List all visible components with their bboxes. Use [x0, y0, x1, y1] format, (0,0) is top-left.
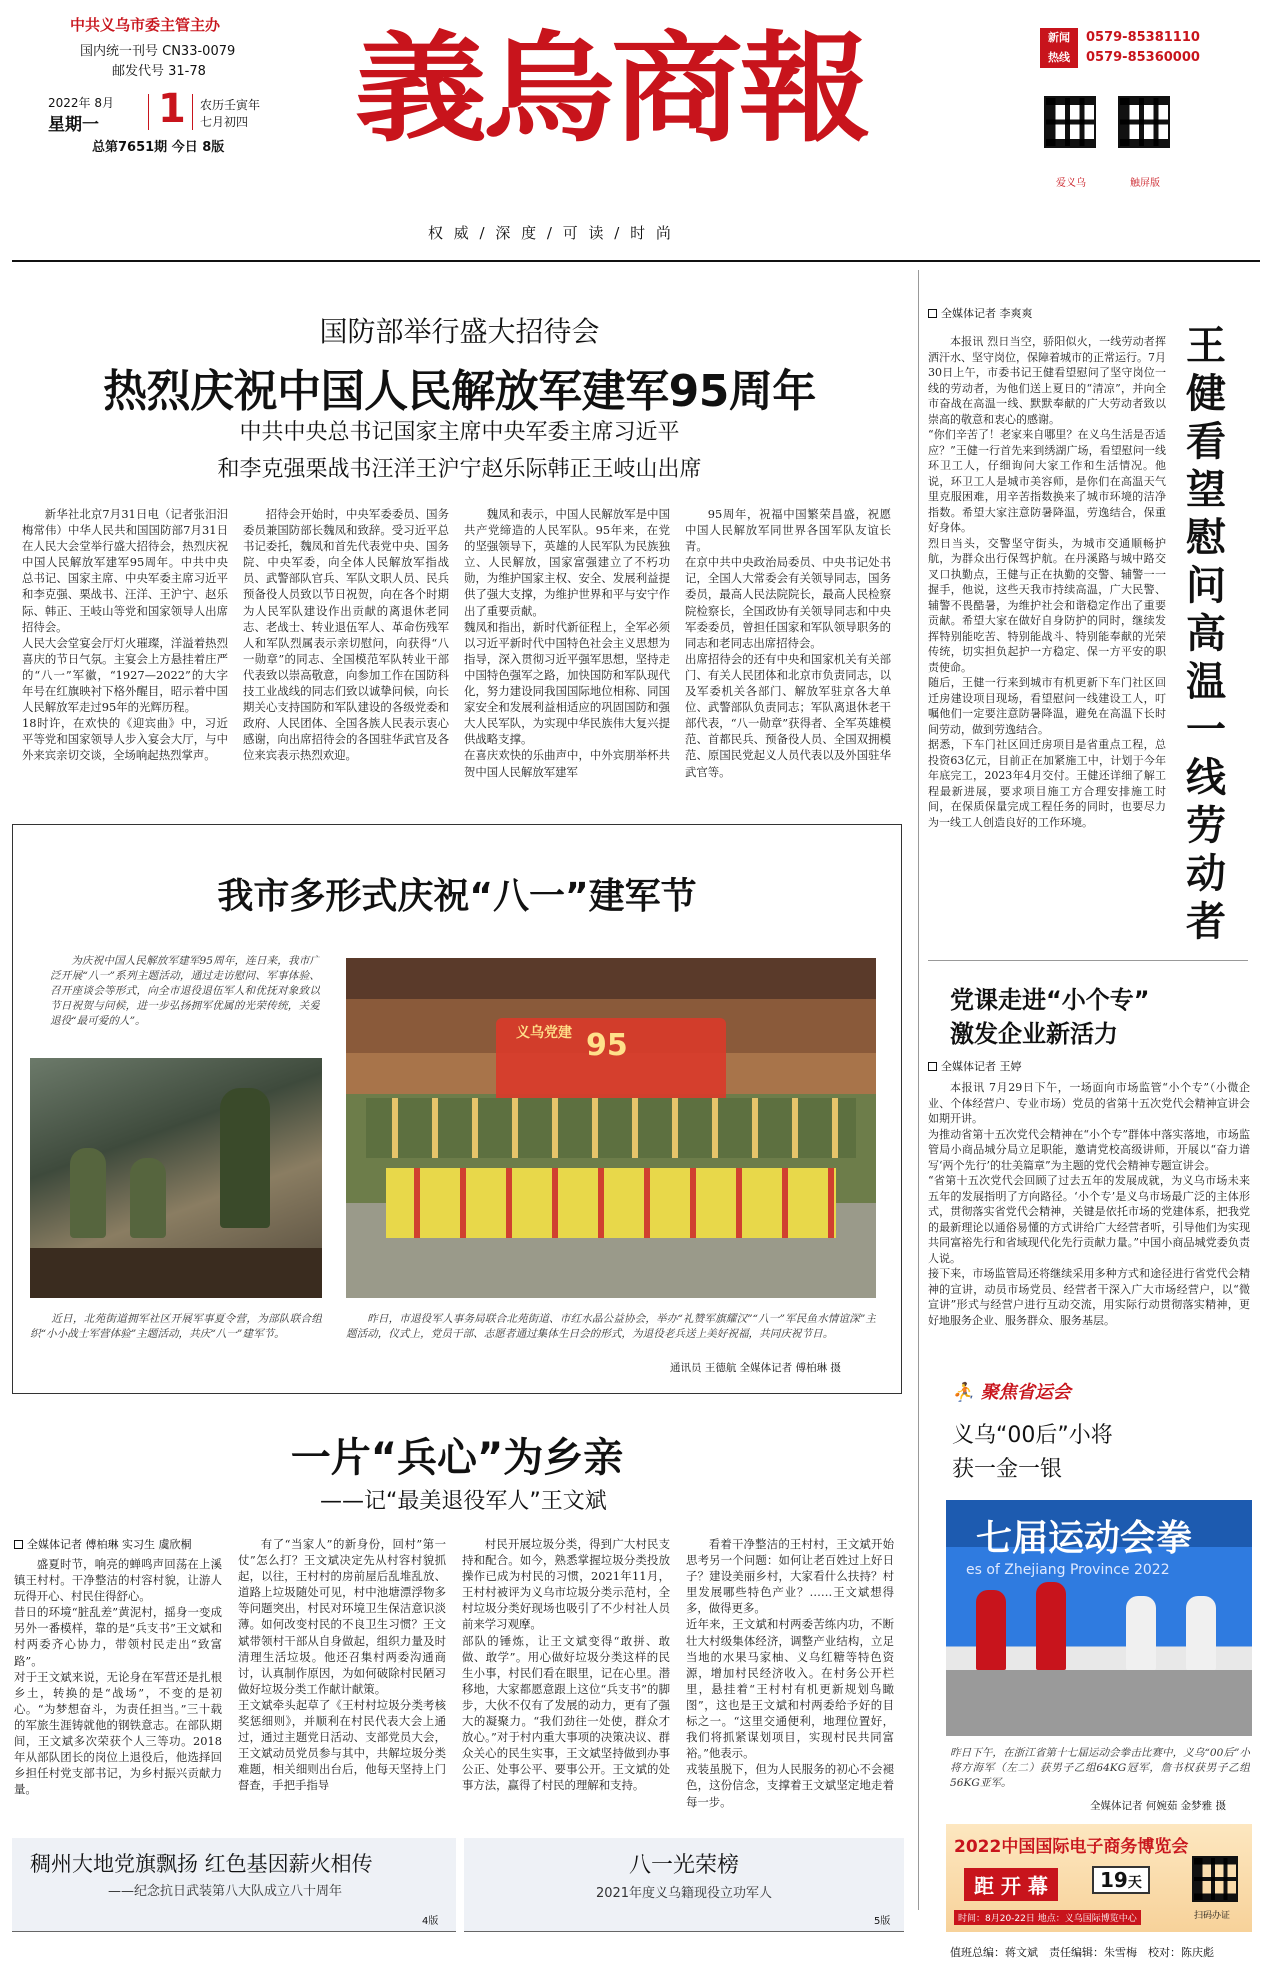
feature-headline: 我市多形式庆祝“八一”建军节 — [217, 876, 697, 917]
right1-body: 本报讯 烈日当空，骄阳似火，一线劳动者挥洒汗水、坚守岗位，保障着城市的正常运行。7月30日上午，市委书记王健看望慰问了坚守岗位一线的劳动者，为他们送上夏日的“清凉”，并向全市奋战在高温一线、默默奉献的广大劳动者致以崇高的敬意和衷心的感谢。 “你们辛苦了！老家来自哪里？在义乌生活是否适应？”王健一行首先来到绣湖广场，看望慰问一线环卫工人，仔细询问大家工作和生活情况。他说，环卫工人是城市美容师，是你们在高温天气里克服困难，用辛苦指数换来了城市环境的洁净指数。希望大家注意防暑降温，劳逸结合，保重好身体。 烈日当头，交警坚守街头，为城市交通顺畅护航，为群众出行保驾护航。在丹溪路与城中路交叉口执勤点，王健与正在执勤的交警、辅警一一握手，他说，这些天我市持续高温，广大民警、辅警不畏酷暑，为维护社会和谐稳定作出了重要贡献。希望大家在做好自身防护的同时，继续发挥特别能吃苦、特别能战斗、特别能奉献的光荣传统，切实担负起护一方稳定、保一方平安的职责使命。 随后，王健一行来到城市有机更新下车门社区回迁房建设项目现场，看望慰问一线建设工人，叮嘱他们一定要注意防暑降温，避免在高温下长时间劳动，做到劳逸结合。 据悉，下车门社区回迁房项目是省重点工程，总投资63亿元，目前正在加紧施工中，计划于今年年底完工，2023年4月交付。王健还详细了解工程最新进展，要求项目施工方合理安排施工时间，在保质保量完成工程任务的同时，也要尽力为一线工人创造良好的工作环境。 — [928, 335, 1166, 829]
photo-banner-text: 七届运动会拳 — [976, 1518, 1193, 1559]
feature-caption-right: 昨日，市退役军人事务局联合北苑街道、市红水晶公益协会，举办“礼赞军旗耀汉”“八一”军民鱼水情谊深”主题活动，仪式上，党员干部、志愿者通过集体生日会的形式，为退役老兵送上美好祝福，共同庆祝节日。 — [346, 1313, 876, 1340]
veterans-group-photo — [346, 958, 876, 1298]
feature-caption-left: 近日，北苑街道拥军社区开展军事夏令营，为部队联合组织“小小战士军营体验”主题活动，共庆“八一”建军节。 — [30, 1313, 322, 1340]
profile-column-4: 看着干净整洁的王村村，王文斌开始思考另一个问题：如何让老百姓过上好日子？建设美丽乡村，大家看什么扶持？村里发展哪些特色产业？……王文斌想得多，做得更多。 近年来，王文斌和村两委苦练内功，不断壮大村级集体经济，调整产业结构，立足当地的水果马家柚、义乌红糖等特色资源，增加村民经济收入。在村务公开栏里，悬挂着“王村村有机更新规划鸟瞰图”，这也是王文斌和村两委给予好的目标之一。“这里交通便利，地理位置好，我们将抓紧谋划项目，实现村民共同富裕。”他表示。 戎装虽脱下，但为人民服务的初心不会褪色，这份信念，支撑着王文斌坚定地走着每一步。 — [686, 1537, 894, 1809]
promo-mid-page: 5版 — [874, 1916, 891, 1927]
issue-info: 总第7651期 今日 8版 — [92, 140, 225, 155]
weekday: 星期一 — [48, 115, 99, 135]
boxing-podium-photo — [946, 1500, 1252, 1736]
military-camp-photo — [30, 1058, 322, 1298]
profile-column-1: 盛夏时节，响亮的蝉鸣声回荡在上溪镇王村村。干净整洁的村容村貌，让游人玩得开心、村民住得舒心。 昔日的环境“脏乱差”黄泥村，摇身一变成另外一番模样，靠的是“兵支书”王文斌和村两委齐心协力，带领村民走出“致富路”。 对于王文斌来说，无论身在军营还是扎根乡土，转换的是“战场”，不变的是初心。“为梦想奋斗，为责任担当。”三十载的军旅生涯铸就他的钢铁意志。在部队期间，王文斌多次荣获个人三等功。2018年从部队团长的岗位上退役后，他选择回乡担任村党支部书记，为乡村振兴贡献力量。 — [14, 1557, 222, 1797]
right-column-rule — [918, 270, 919, 1910]
games-headline-1: 义乌“00后”小将 — [952, 1423, 1113, 1448]
backdrop-95: 95 — [586, 1028, 628, 1063]
lead-subheadline-2: 和李克强栗战书汪洋王沪宁赵乐际韩正王岐山出席 — [217, 457, 702, 482]
hotline-label-1: 新闻 — [1048, 31, 1070, 44]
qr-code-app[interactable] — [1044, 96, 1096, 148]
lead-headline: 热烈庆祝中国人民解放军建军95周年 — [103, 366, 816, 417]
right2-byline: 全媒体记者 王婷 — [928, 1058, 1022, 1074]
footer-credits: 值班总编：蒋文斌 责任编辑：朱雪梅 校对：陈庆彪 — [950, 1946, 1214, 1959]
feature-intro: 为庆祝中国人民解放军建军95周年，连日来，我市广泛开展“八一”系列主题活动，通过走访慰问、军事体验、召开座谈会等形式，向全市退役退伍军人和优抚对象致以节日祝贺与问候，进一步弘扬拥军优属的光荣传统，关爱退役“最可爱的人”。 — [50, 955, 320, 1027]
promo-mid-sub: 2021年度义乌籍现役立功军人 — [595, 1886, 773, 1901]
profile-subheadline: ——记“最美退役军人”王文斌 — [320, 1489, 607, 1514]
year-month: 2022年 8月 — [48, 96, 114, 110]
backdrop-brand: 义乌党建 — [516, 1025, 572, 1041]
profile-headline: 一片“兵心”为乡亲 — [290, 1435, 624, 1481]
day-number: 1 — [158, 86, 186, 132]
promo-mid[interactable] — [464, 1838, 904, 1932]
table-surface — [30, 1248, 322, 1298]
cn-number: 国内统一刊号 CN33-0079 — [80, 44, 236, 59]
date-divider-left — [148, 94, 149, 130]
phone-2: 0579-85360000 — [1086, 50, 1200, 65]
promo-mid-title: 八一光荣榜 — [628, 1853, 739, 1878]
hotline-label — [1040, 28, 1078, 68]
expo-qr-label: 扫码办证 — [1194, 1911, 1231, 1921]
lead-column-2: 招待会开始时，中央军委委员、国务委员兼国防部长魏凤和致辞。受习近平总书记委托，魏凤和首先代表党中央、国务院、中央军委，向全体人民解放军指战员、武警部队官兵、军队文职人员、民兵预备役人员致以节日祝贺，向在各个时期为人民军队建设作出贡献的离退休老同志、老战士、转业退伍军人、革命伤残军人和军队烈属表示亲切慰问，向获得“八一勋章”的同志、全国模范军队转业干部代表致以崇高敬意，向参加工作在国防科技工业战线的同志们致以诚挚问候，向长期关心支持国防和军队建设的各级党委和政府、人民团体、全国各族人民表示衷心感谢，向出席招待会的各国驻华武官及各位来宾表示热烈欢迎。 — [243, 507, 449, 763]
lead-column-3: 魏凤和表示，中国人民解放军是中国共产党缔造的人民军队。95年来，在党的坚强领导下，英雄的人民军队为民族独立、人民解放，国家富强建立了不朽功勋，为维护国家主权、安全、发展利益提供了强大支撑，为维护世界和平与安宁作出了重要贡献。 魏凤和指出，新时代新征程上，全军必须以习近平新时代中国特色社会主义思想为指导，深入贯彻习近平强军思想，坚持走中国特色强军之路，加快国防和军队现代化，努力建设同我国国际地位相称、同国家安全和发展利益相适应的巩固国防和强大人民军队，为实现中华民族伟大复兴提供战略支撑。 在喜庆欢快的乐曲声中，中外宾朋举杯共贺中国人民解放军建军 — [464, 507, 670, 779]
expo-countdown-label: 距 开 幕 — [964, 1868, 1058, 1901]
feature-credit: 通讯员 王德航 全媒体记者 傅柏琳 摄 — [670, 1362, 841, 1374]
postal-code: 邮发代号 31-78 — [112, 64, 206, 79]
games-credit: 全媒体记者 何婉茹 金梦雅 摄 — [1090, 1800, 1227, 1812]
games-logo: ⛹ 聚焦省运会 — [952, 1382, 1071, 1403]
crowd-row-back — [366, 1098, 856, 1158]
games-headline-2: 获一金一银 — [952, 1457, 1063, 1482]
promo-left-page: 4版 — [422, 1916, 439, 1927]
profile-byline: 全媒体记者 傅柏琳 实习生 虞欣桐 — [14, 1536, 192, 1552]
lead-kicker: 国防部举行盛大招待会 — [319, 315, 600, 348]
qr-label-mobile: 触屏版 — [1130, 178, 1160, 189]
expo-ad[interactable] — [946, 1824, 1252, 1932]
athlete-4 — [1186, 1596, 1216, 1670]
soldier-figure — [220, 1088, 270, 1228]
profile-column-2: 有了“当家人”的新身份，回村”第一仗”怎么打？王文斌决定先从村容村貌抓起，以往，王村村的房前屋后乱堆乱放、道路上垃圾随处可见，村中池塘漂浮物多等问题突出，村民对环境卫生保洁意识淡薄。如何改变村民的不良卫生习惯？王文斌带领村干部从自身做起，组织力量及时清理生活垃圾。他还召集村两委沟通商讨，认真制作原因，为如何破除村民陋习做好垃圾分类工作献计献策。 王文斌牵头起草了《王村村垃圾分类考核奖惩细则》，并顺利在村民代表大会上通过，通过主题党日活动、支部党员大会，王文斌动员党员参与其中，共解垃圾分类难题，相关细则出台后，他每天坚持上门督查，手把手指导 — [238, 1537, 446, 1793]
lead-column-4: 95周年，祝福中国繁荣昌盛，祝愿中国人民解放军同世界各国军队友谊长青。 在京中共中央政治局委员、中央书记处书记，全国人大常委会有关领导同志，国务委员，最高人民法院院长，最高人民检察院检察长，全国政协有关领导同志和中央军委委员，曾担任国家和军队领导职务的同志和老同志出席招待会。 出席招待会的还有中央和国家机关有关部门、有关人民团体和北京市负责同志，以及军委机关各部门、解放军驻京各大单位、武警部队负责同志；军队离退休老干部代表，“八一勋章”获得者、全军英雄模范、首都民兵、预备役人员、全国双拥模范、原国民党起义人员代表以及外国驻华武官等。 — [685, 507, 891, 779]
games-logo-icon: ⛹ — [952, 1382, 975, 1403]
athlete-1 — [976, 1590, 1006, 1670]
sponsor-line: 中共义乌市委主管主办 — [70, 16, 221, 34]
date-divider-right — [192, 94, 193, 130]
athlete-3 — [1126, 1596, 1156, 1670]
masthead-rule — [12, 260, 1260, 262]
lunar-year: 农历壬寅年 — [200, 98, 261, 112]
hotline-label-2: 热线 — [1048, 51, 1070, 64]
qr-label-app: 爱义乌 — [1056, 178, 1086, 189]
qr-code-mobile[interactable] — [1118, 96, 1170, 148]
expo-ad-title: 2022中国国际电子商务博览会 — [954, 1837, 1189, 1857]
right2-headline-2: 激发企业新活力 — [950, 1020, 1118, 1048]
athlete-2 — [1036, 1582, 1066, 1670]
lead-subheadline-1: 中共中央总书记国家主席中央军委主席习近平 — [239, 420, 680, 445]
child-figure-1 — [70, 1148, 106, 1238]
lead-column-1: 新华社北京7月31日电（记者张汨汨 梅常伟）中华人民共和国国防部7月31日在人民大会堂举行盛大招待会，热烈庆祝中国人民解放军建军95周年。中共中央总书记、国家主席、中央军委主席习近平和李克强、栗战书、汪洋、王沪宁、赵乐际、韩正、王岐山等党和国家领导人出席招待会。 人民大会堂宴会厅灯火璀璨，洋溢着热烈喜庆的节日气氛。主宴会上方悬挂着庄严的“八一”军徽，“1927—2022”的大字年号在红旗映衬下格外醒目，昭示着中国人民解放军走过95年的光辉历程。 18时许，在欢快的《迎宾曲》中，习近平等党和国家领导人步入宴会大厅，与中外来宾亲切交谈，全场响起热烈掌声。 — [22, 507, 228, 763]
photo-banner-sub: es of Zhejiang Province 2022 — [966, 1562, 1170, 1578]
phone-1: 0579-85381110 — [1086, 30, 1200, 45]
promo-left-sub: ——纪念抗日武装第八大队成立八十周年 — [108, 1884, 343, 1899]
expo-countdown-days: 19天 — [1092, 1866, 1150, 1894]
newspaper-logo: 義烏商報 — [355, 19, 867, 159]
right1-headline: 王健看望慰问高温一线劳动者 — [1186, 323, 1226, 945]
slogan: 权 威 / 深 度 / 可 读 / 时 尚 — [428, 224, 674, 242]
right2-headline-1: 党课走进“小个专” — [950, 986, 1150, 1014]
expo-qr-code[interactable] — [1192, 1856, 1238, 1902]
crowd-row-front — [386, 1168, 836, 1238]
games-caption: 昨日下午，在浙江省第十七届运动会拳击比赛中，义乌“00后”小将方海军（左二）获男子乙组64KG冠军，詹书权获男子乙组56KG亚军。 — [950, 1747, 1250, 1789]
promo-left-title: 稠州大地党旗飘扬 红色基因薪火相传 — [30, 1852, 373, 1876]
right1-rule — [928, 960, 1248, 961]
expo-ad-info: 时间：8月20-22日 地点：义乌国际博览中心 — [954, 1910, 1141, 1925]
promo-left[interactable] — [12, 1838, 456, 1932]
profile-column-3: 村民开展垃圾分类，得到广大村民支持和配合。如今，熟悉掌握垃圾分类投放操作已成为村民的习惯，2021年11月，王村村被评为义乌市垃圾分类示范村，全村垃圾分类好现场也吸引了不少村社人员前来学习观摩。 部队的锤炼，让王文斌变得“敢拼、敢做、敢学”。用心做好垃圾分类这样的民生小事，村民们看在眼里，记在心里。潜移地，大家都愿意跟上这位“兵支书”的脚步，大伙不仅有了发展的动力，更有了强大的凝聚力。“我们劲往一处使，群众才放心。”对于村内重大事项的决策决议、群众关心的民生实事，王文斌坚持做到办事公正、处事公平、要事公开。王文斌的处事方法，赢得了村民的理解和支持。 — [462, 1537, 670, 1793]
right1-byline: 全媒体记者 李爽爽 — [928, 305, 1033, 321]
right2-body: 本报讯 7月29日下午，一场面向市场监管“小个专”（小微企业、个体经营户、专业市场）党员的省第十五次党代会精神宣讲会如期开讲。 为推动省第十五次党代会精神在“小个专”群体中落实落地，市场监管局小商品城分局立足职能，邀请党校高级讲师，开展以“奋力谱写‘两个先行’的壮美篇章”为主题的党代会精神专题宣讲会。 “省第十五次党代会回顾了过去五年的发展成就，为义乌市场未来五年的发展指明了方向路径。‘小个专’是义乌市场最广泛的主体形式，贯彻落实省党代会精神，关键是依托市场的党建体系，把我党的最新理论以通俗易懂的方式讲给广大经营者听，引导他们为实现共同富裕先行和省域现代化先行贡献力量。”中国小商品城党委负责人说。 接下来，市场监管局还将继续采用多种方式和途径进行省党代会精神的宣讲，动员市场党员、经营者干深入广大市场经营户，以“微宣讲”形式与经营户进行互动交流，用实际行动贯彻落实精神，更好地服务企业、服务群众、服务基层。 — [928, 1081, 1250, 1327]
child-figure-2 — [130, 1158, 166, 1238]
lunar-day: 七月初四 — [200, 115, 249, 129]
